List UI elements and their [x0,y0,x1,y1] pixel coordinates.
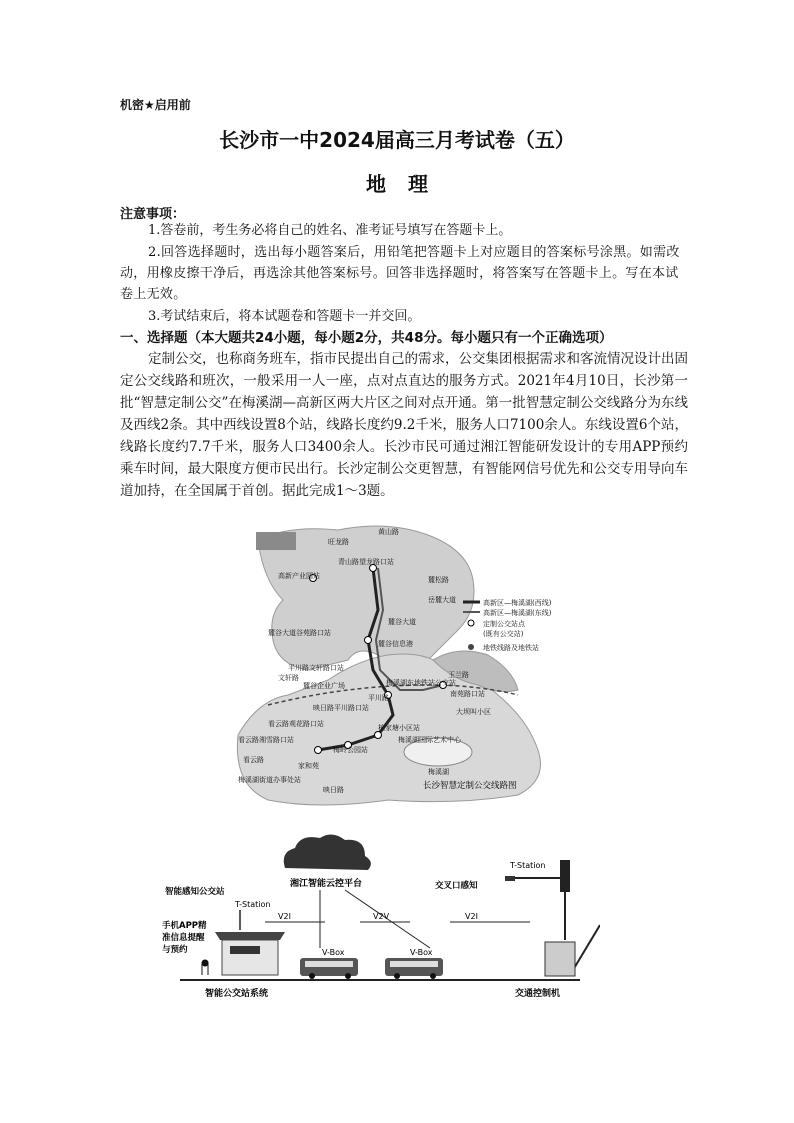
notice-item-1: 1.答卷前，考生务必将自己的姓名、准考证号填写在答题卡上。 [148,223,512,238]
bus-stop-6 [375,732,382,739]
place-1: 黄山路 [378,528,399,536]
place-17: 平川路 [368,694,389,702]
bus-stop-3 [365,637,372,644]
place-19: 看云路观花路口站 [268,720,324,728]
t-station-right: T-Station [510,861,546,870]
stop-shelter [222,940,278,975]
traffic-light-icon [560,860,570,892]
place-22: 看云路 [243,756,264,764]
v2i-right-label: V2I [465,912,478,921]
place-15: 南苑路口站 [450,690,485,698]
cloud-icon [284,834,371,870]
notice-item-3: 3.考试结束后，将本试题卷和答题卡一并交回。 [148,309,421,324]
person-icon [202,960,208,975]
place-21: 柏家塘小区站 [378,724,420,732]
traffic-control-label: 交通控制机 [515,989,561,999]
app-label-2: 准信息提醒 [162,933,205,943]
exam-title: 长沙市一中2024届高三月考试卷（五） [219,128,575,152]
section-heading: 一、选择题（本大题共24小题，每小题2分，共48分。每小题只有一个正确选项） [120,330,613,346]
place-26: 梅溪湖 [428,768,449,776]
vbox-left-label: V-Box [322,948,345,957]
subject-title: 地理 [366,172,450,196]
place-8: 麓谷大道谷苑路口站 [268,629,331,637]
cloud-label: 湘江智能云控平台 [290,879,363,889]
app-label-1: 手机APP精 [162,921,207,931]
vbox-right-label: V-Box [410,948,433,957]
place-12: 麓谷企业广场 [303,682,345,690]
bus-left-wheel-2 [345,973,351,979]
place-4: 高新产业园站 [278,572,320,580]
stop-screen [230,946,260,954]
stop-roof [215,932,285,940]
place-25: 家和苑 [298,762,319,770]
legend-stop-icon [468,620,474,626]
legend-west: 高新区—梅溪湖(西线) [483,599,552,607]
bus-right-windows [390,961,438,967]
place-5: 麓松路 [428,576,449,584]
t-station-left: T-Station [235,900,271,909]
v2i-left-label: V2I [278,912,291,921]
place-24: 梅溪湖国际艺术中心 [398,736,461,744]
place-7: 岳麓大道 [428,596,456,604]
place-20: 看云路湘雪路口站 [238,736,294,744]
smart-stop-label: 智能感知公交站 [165,887,225,897]
notice-item-2: 2.回答选择题时，选出每小题答案后，用铅笔把答题卡上对应题目的答案标号涂黑。如需改动，用橡皮擦干净后，再选涂其他答案标号。回答非选择题时，将答案写在答题卡上。写在本试卷上无效。 [120,245,680,302]
confidential-mark: 机密★启用前 [120,98,191,112]
traffic-controller-box [545,942,575,976]
legend-east: 高新区—梅溪湖(东线) [483,609,552,617]
place-11: 平川路文轩路口站 [288,664,344,672]
question-stem: 定制公交，也称商务班车，指市民提出自己的需求，公交集团根据需求和客流情况设计出固定公交线路和班次，一般采用一人一座，点对点直达的服务方式。2021年4月10日，长沙第一批“智慧定制公交”在梅溪湖—高新区两大片区之间对点开通。第一批智慧定制公交线路分为东线及西线2条。其中西线设置8个站，线路长度约9.2千米，服务人口7100余人。东线设置6个站，线路长度约7.7千米，服务人口3400余人。长沙市民可通过湘江智能研发设计的专用APP预约乘车时间，最大限度方便市民出行。长沙定制公交更智慧，有智能网信号优先和公交专用导向车道加持，在全国属于首创。据此完成1～3题。 [120,351,688,499]
smart-bus-diagram [160,830,600,1000]
station-system-label: 智能公交站系统 [205,989,269,999]
place-13: 梅溪湖东地铁站公交站 [386,679,456,687]
camera-icon [505,876,515,881]
place-2: 旺龙路 [328,538,349,546]
place-27: 梅溪湖街道办事处站 [238,776,301,784]
bus-stop-7 [315,747,322,754]
bus-right-wheel-2 [430,973,436,979]
legend-stop-note: (既有公交站) [483,630,524,638]
place-10: 文轩路 [278,674,299,682]
place-23: 梅岭公园站 [333,746,368,754]
app-label: 手机APP精准信息提醒与预约 [160,830,173,831]
legend-metro-icon [468,644,474,650]
redaction-block [256,532,296,550]
bus-left-windows [305,961,353,967]
place-3: 青山路望龙路口站 [338,558,394,566]
place-16: 映日路平川路口站 [313,704,369,712]
bus-right-wheel-1 [394,973,400,979]
route-map [228,520,568,810]
intersection-label: 交叉口感知 [435,881,478,891]
app-label-3: 与预约 [162,945,188,955]
place-28: 映日路 [323,786,344,794]
place-9: 麓谷信息港 [378,640,413,648]
bus-left-wheel-1 [309,973,315,979]
v2v-label: V2V [373,912,390,921]
notice-heading: 注意事项： [120,207,186,222]
place-6: 麓谷大道 [388,618,416,626]
map-caption: 长沙智慧定制公交线路图 [423,781,517,791]
legend-stop: 定制公交站点 [483,620,525,628]
place-18: 大坝叫小区 [456,708,491,716]
map-legend [463,598,552,652]
place-14: 玉兰路 [448,671,469,679]
legend-metro: 地铁线路及地铁站 [483,644,539,652]
